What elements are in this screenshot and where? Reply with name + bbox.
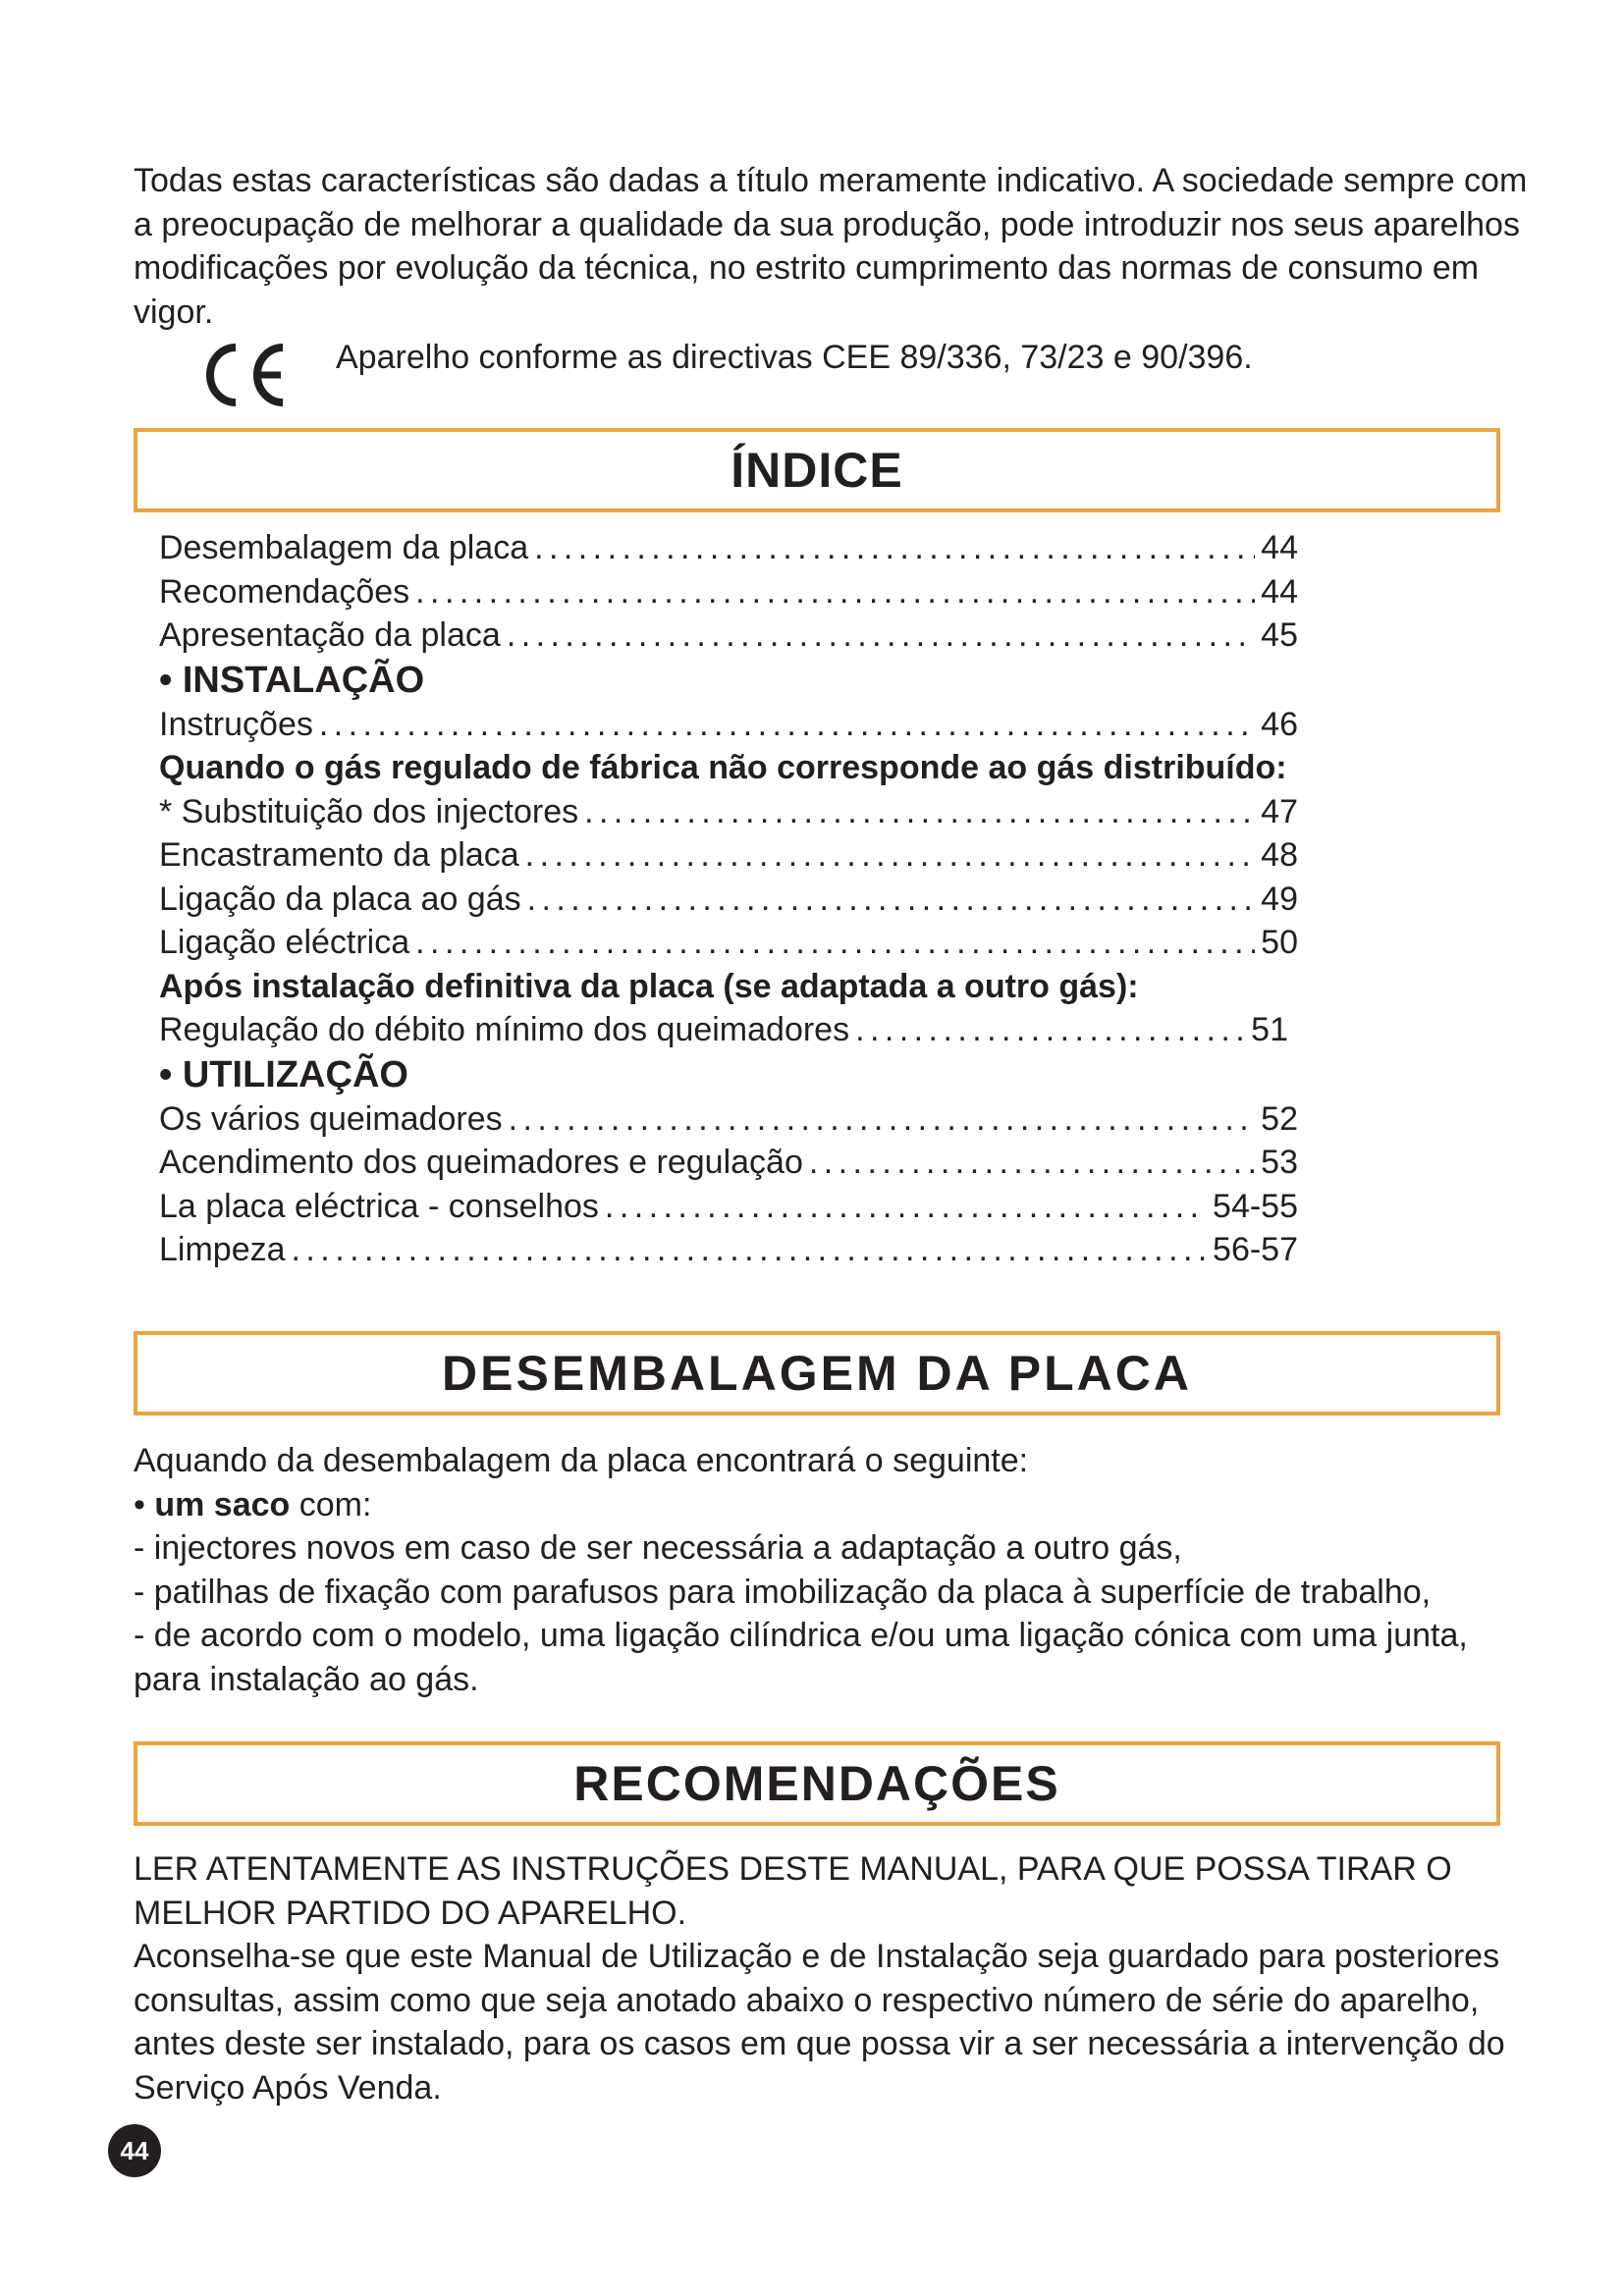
desembalagem-bullet: • um saco com: [134,1485,372,1523]
recomendacoes-caps-text: LER ATENTAMENTE AS INSTRUÇÕES DESTE MANUAL, PARA QUE POSSA TIRAR O MELHOR PARTIDO DO APARELHO. [134,1850,1452,1932]
desembalagem-intro: Aquando da desembalagem da placa encontrará o seguinte: [134,1442,1029,1479]
toc-entry[interactable]: Acendimento dos queimadores e regulação . . . 53 [159,1141,1298,1185]
ce-mark-icon [192,336,291,414]
indice-title: ÍNDICE [731,443,903,498]
recomendacoes-paragraph: Aconselha-se que este Manual de Utilização e de Instalação seja guardado para posteriores consultas, assim como que seja anotado abaixo o respectivo número de série do aparelho, antes deste ser instalado, para os casos em que possa vir a ser necessária a intervenção do Serviço Após Venda. [134,1938,1505,2107]
indice-header [134,428,1500,512]
toc-entry[interactable]: Recomendações . . . 44 [159,570,1298,614]
desembalagem-header [134,1331,1500,1415]
toc-section-instalacao: • INSTALAÇÃO [159,659,425,701]
toc-entry[interactable]: Instruções . . . 46 [159,703,1298,747]
toc-entry[interactable]: Apresentação da placa . . . 45 [159,614,1298,658]
page-number-badge: 44 [108,2124,161,2177]
toc-entry[interactable]: Regulação do débito mínimo dos queimadores . . . 51 [159,1008,1288,1052]
recomendacoes-title: RECOMENDAÇÕES [573,1756,1060,1811]
desembalagem-body [134,1439,1528,1701]
desembalagem-line: - injectores novos em caso de ser necessária a adaptação a outro gás, [134,1529,1182,1567]
desembalagem-line: - patilhas de fixação com parafusos para imobilização da placa à superfície de trabalho, [134,1573,1432,1611]
toc-section-utilizacao: • UTILIZAÇÃO [159,1053,408,1095]
toc-entry[interactable]: Ligação da placa ao gás . . . 49 [159,878,1298,922]
toc-entry[interactable]: Ligação eléctrica . . . 50 [159,921,1298,965]
toc-entry[interactable]: La placa eléctrica - conselhos . . . 54-55 [159,1185,1298,1229]
toc-entry[interactable]: Desembalagem da placa . . . 44 [159,526,1298,570]
recomendacoes-header [134,1741,1500,1826]
toc-gas-note: Quando o gás regulado de fábrica não corresponde ao gás distribuído: [159,749,1287,786]
toc-entry[interactable]: Limpeza . . . 56-57 [159,1228,1298,1272]
desembalagem-title: DESEMBALAGEM DA PLACA [442,1346,1192,1401]
recomendacoes-body [134,1847,1528,2109]
toc-apos-note: Após instalação definitiva da placa (se adaptada a outro gás): [159,967,1139,1005]
ce-conformity [192,336,1253,414]
toc-entry[interactable]: Encastramento da placa . . . 48 [159,833,1298,878]
table-of-contents [159,526,1298,1272]
toc-entry[interactable]: * Substituição dos injectores . . . 47 [159,790,1298,834]
toc-entry[interactable]: Os vários queimadores . . . 52 [159,1097,1298,1142]
intro-paragraph: Todas estas características são dadas a título meramente indicativo. A sociedade sempre com a preocupação de melhorar a qualidade da sua produção, pode introduzir nos seus aparelhos modificações por evolução da técnica, no estrito cumprimento das normas de consumo em vigor. [134,162,1528,331]
ce-conformity-text: Aparelho conforme as directivas CEE 89/336, 73/23 e 90/396. [336,339,1253,376]
desembalagem-line: - de acordo com o modelo, uma ligação cilíndrica e/ou uma ligação cónica com uma junta, para instalação ao gás. [134,1617,1468,1698]
